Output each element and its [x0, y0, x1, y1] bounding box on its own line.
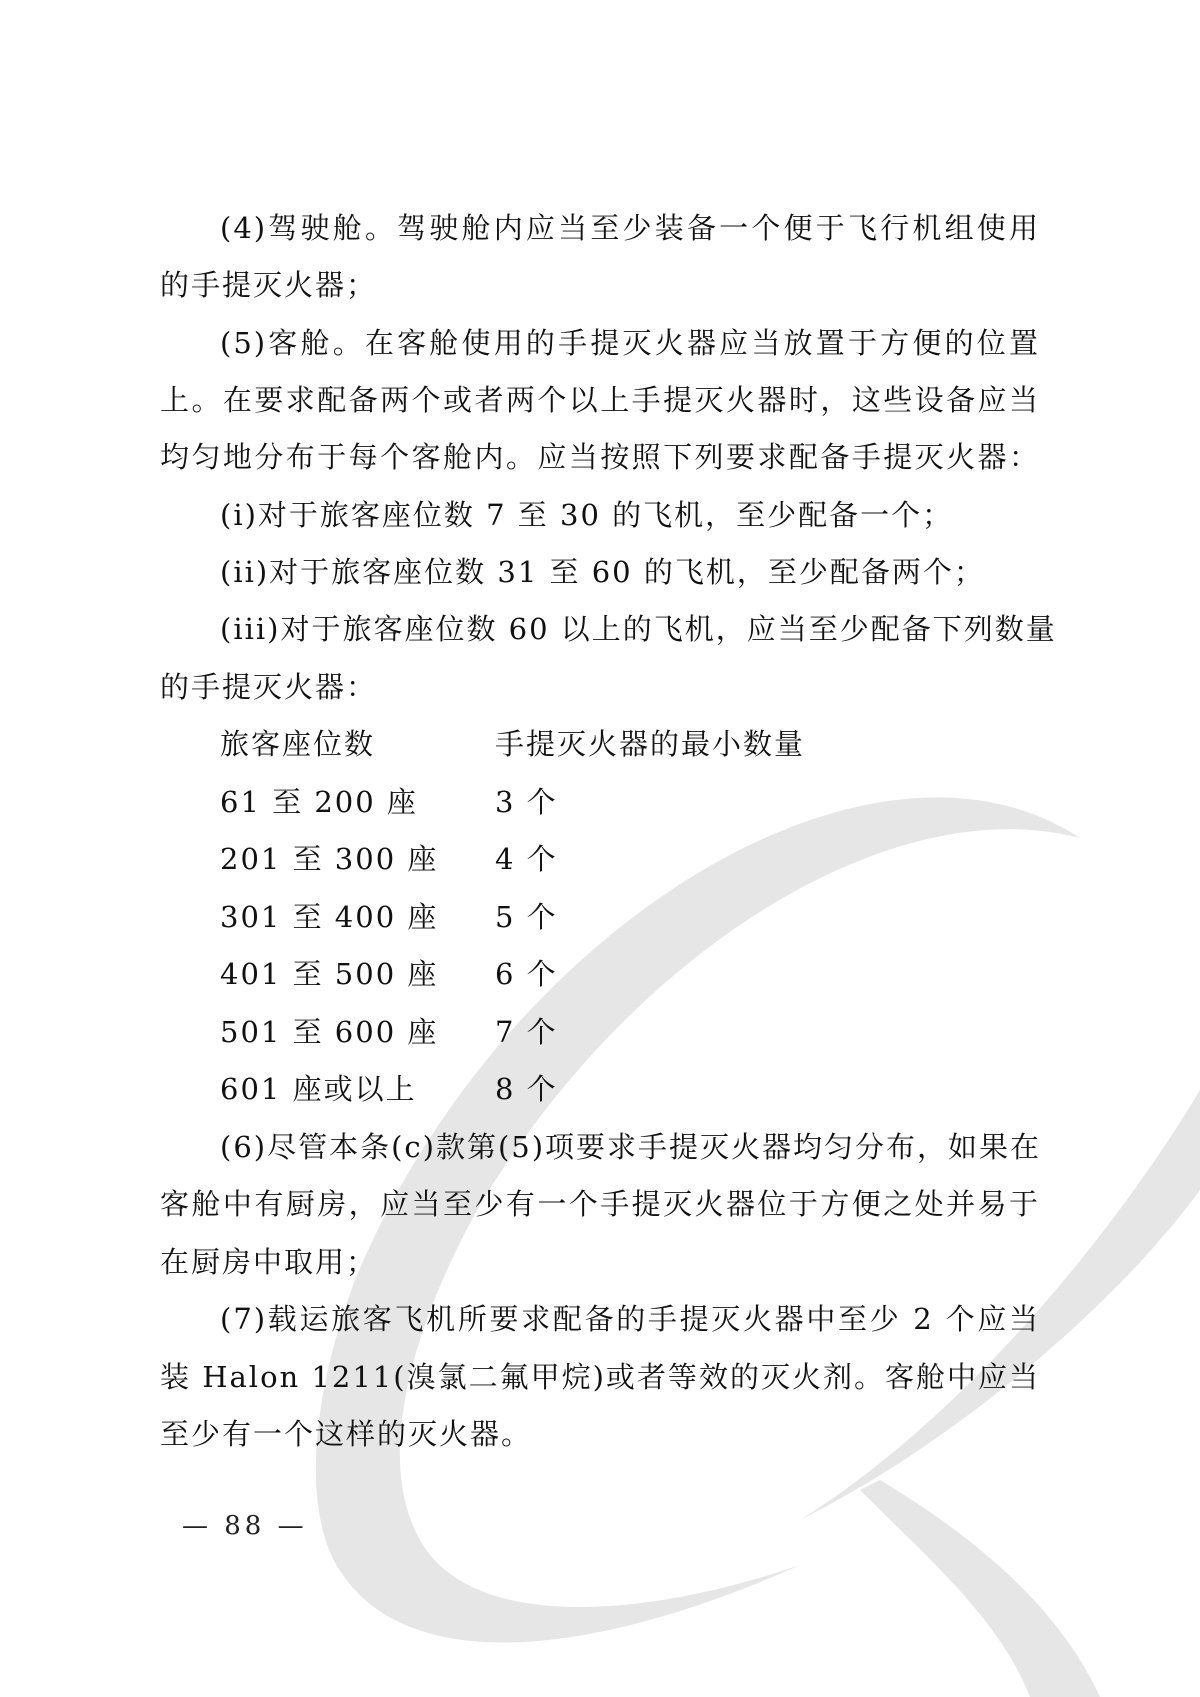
table-header-min-count: 手提灭火器的最小数量 [495, 727, 806, 761]
table-cell-seats: 501 至 600 座 [220, 1015, 439, 1049]
paragraph-line: 至少有一个这样的灭火器。 [160, 1417, 533, 1451]
table-cell-seats: 61 至 200 座 [220, 785, 418, 819]
table-cell-seats: 301 至 400 座 [220, 900, 439, 934]
paragraph-line: 的手提灭火器： [160, 670, 378, 704]
paragraph-line: (4)驾驶舱。驾驶舱内应当至少装备一个便于飞行机组使用 [220, 211, 1040, 245]
paragraph-line: (iii)对于旅客座位数 60 以上的飞机，应当至少配备下列数量 [220, 612, 1057, 646]
table-header-seats: 旅客座位数 [220, 727, 376, 761]
paragraph-line: 装 Halon 1211(溴氯二氟甲烷)或者等效的灭火剂。客舱中应当 [160, 1360, 1040, 1394]
table-cell-count: 8 个 [495, 1072, 558, 1106]
paragraph-line: 均匀地分布于每个客舱内。应当按照下列要求配备手提灭火器： [160, 440, 1040, 474]
page-number: — 88 — [182, 1511, 308, 1541]
paragraph-line: 客舱中有厨房，应当至少有一个手提灭火器位于方便之处并易于 [160, 1187, 1040, 1221]
table-cell-count: 6 个 [495, 957, 558, 991]
paragraph-line: (7)载运旅客飞机所要求配备的手提灭火器中至少 2 个应当 [220, 1302, 1040, 1336]
table-cell-count: 3 个 [495, 785, 558, 819]
table-cell-seats: 601 座或以上 [220, 1072, 417, 1106]
table-cell-seats: 401 至 500 座 [220, 957, 439, 991]
paragraph-line: (ii)对于旅客座位数 31 至 60 的飞机，至少配备两个； [220, 555, 985, 589]
paragraph-line: 上。在要求配备两个或者两个以上手提灭火器时，这些设备应当 [160, 383, 1040, 417]
paragraph-line: (5)客舱。在客舱使用的手提灭火器应当放置于方便的位置 [220, 326, 1040, 360]
paragraph-line: (i)对于旅客座位数 7 至 30 的飞机，至少配备一个； [220, 498, 954, 532]
table-cell-count: 5 个 [495, 900, 558, 934]
table-cell-count: 7 个 [495, 1015, 558, 1049]
paragraph-line: (6)尽管本条(c)款第(5)项要求手提灭火器均匀分布，如果在 [220, 1130, 1042, 1164]
paragraph-line: 的手提灭火器； [160, 268, 378, 302]
paragraph-line: 在厨房中取用； [160, 1245, 378, 1279]
table-cell-seats: 201 至 300 座 [220, 842, 439, 876]
table-cell-count: 4 个 [495, 842, 558, 876]
